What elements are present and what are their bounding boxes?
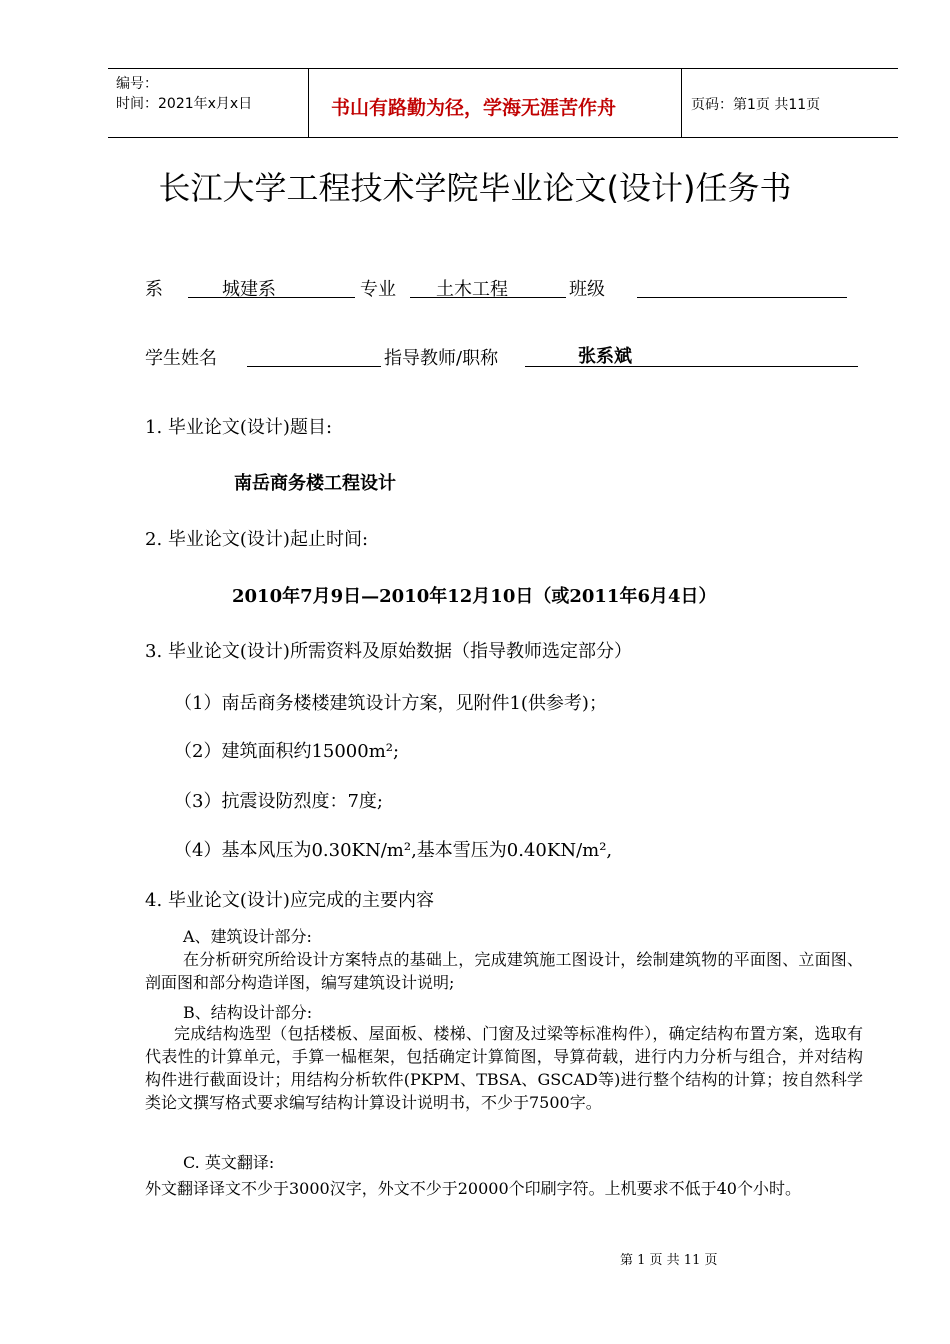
section-a-heading: A、建筑设计部分: [183,927,312,946]
time-label: 时间：2021年x月x日 [116,96,253,112]
class-underline [637,297,847,298]
header-page-cell [681,69,898,137]
section4-heading: 4. 毕业论文(设计)应完成的主要内容 [145,890,434,911]
page-info: 页码：第1页 共11页 [691,97,821,113]
section-b-text: 完成结构选型（包括楼板、屋面板、楼梯、门窗及过梁等标准构件），确定结构布置方案，选取有代表性的计算单元，手算一榀框架，包括确定计算简图，导算荷载，进行内力分析与组合，并对结构构件进行截面设计；用结构分析软件(PKPM、TBSA、GSCAD等)进行整个结构的计算；按自然科学类论文撰写格式要求编写结构计算设计说明书，不少于7500字。 [145,1024,863,1112]
section-b-heading: B、结构设计部分: [183,1003,313,1022]
page-title: 长江大学工程技术学院毕业论文(设计)任务书 [158,169,792,207]
advisor-underline [525,366,858,367]
section-c-text: 外文翻译译文不少于3000汉字，外文不少于20000个印刷字符。上机要求不低于40个小时。 [145,1179,801,1198]
motto: 书山有路勤为径，学海无涯苦作舟 [331,97,617,119]
advisor-label: 指导教师/职称 [384,348,499,369]
student-label: 学生姓名 [145,348,217,369]
header-table [108,68,898,138]
student-underline [247,366,381,367]
major-label: 专业 [360,279,396,300]
page-footer: 第 1 页 共 11 页 [620,1253,718,1268]
data-item: （2）建筑面积约15000m²; [174,741,400,762]
section3-heading: 3. 毕业论文(设计)所需资料及原始数据（指导教师选定部分） [145,641,632,662]
section-c-heading: C. 英文翻译: [183,1153,275,1172]
section-a-text: 在分析研究所给设计方案特点的基础上，完成建筑施工图设计，绘制建筑物的平面图、立面图、剖面图和部分构造详图，编写建筑设计说明; [145,950,863,992]
number-label: 编号： [116,76,158,92]
dept-value: 城建系 [222,279,276,300]
section2-heading: 2. 毕业论文(设计)起止时间: [145,529,369,550]
class-label: 班级 [569,279,605,300]
dept-label: 系 [145,279,163,300]
header-motto-cell [308,69,682,137]
data-item: （3）抗震设防烈度：7度; [174,791,383,812]
section1-heading: 1. 毕业论文(设计)题目: [145,417,333,438]
data-item: （1）南岳商务楼楼建筑设计方案，见附件1(供参考)； [174,693,607,714]
header-left-cell [108,69,308,137]
thesis-topic: 南岳商务楼工程设计 [234,473,396,494]
data-item: （4）基本风压为0.30KN/m²,基本雪压为0.40KN/m², [174,840,613,861]
advisor-value: 张系斌 [578,346,632,367]
thesis-dates: 2010年7月9日—2010年12月10日（或2011年6月4日） [232,586,717,607]
major-value: 土木工程 [436,279,508,300]
